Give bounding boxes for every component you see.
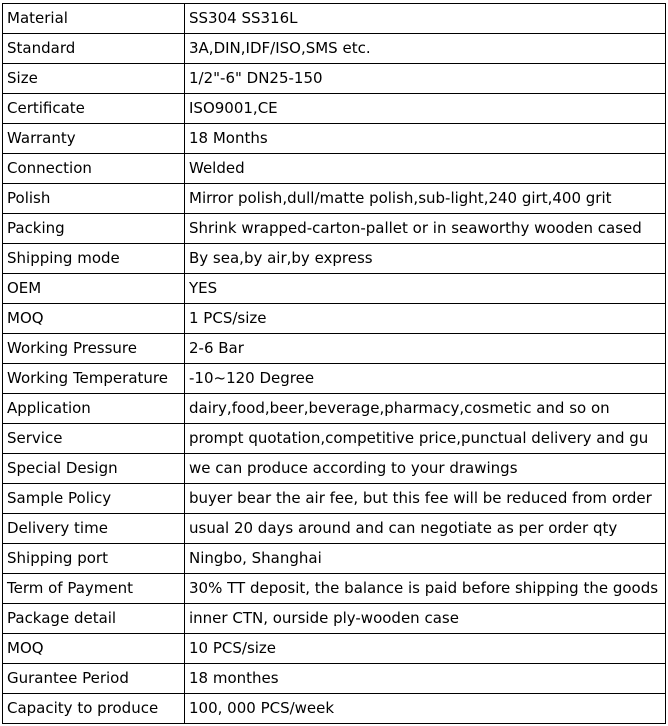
row-label: Material: [3, 4, 185, 34]
row-value: dairy,food,beer,beverage,pharmacy,cosmetic and so on: [185, 394, 666, 424]
row-value: 30% TT deposit, the balance is paid before shipping the goods: [185, 574, 666, 604]
row-value: we can produce according to your drawings: [185, 454, 666, 484]
table-row: [3, 394, 666, 424]
row-label: Special Design: [3, 454, 185, 484]
row-value: 2-6 Bar: [185, 334, 666, 364]
row-value: 1 PCS/size: [185, 304, 666, 334]
row-label: Shipping port: [3, 544, 185, 574]
row-value: inner CTN, ourside ply-wooden case: [185, 604, 666, 634]
row-label: Certificate: [3, 94, 185, 124]
row-value: Ningbo, Shanghai: [185, 544, 666, 574]
row-label: Working Temperature: [3, 364, 185, 394]
row-value: 1/2"-6" DN25-150: [185, 64, 666, 94]
table-row: [3, 184, 666, 214]
row-value: YES: [185, 274, 666, 304]
table-row: [3, 664, 666, 694]
table-row: [3, 454, 666, 484]
row-label: Application: [3, 394, 185, 424]
row-value: prompt quotation,competitive price,punctual delivery and gu: [185, 424, 666, 454]
row-value: 3A,DIN,IDF/ISO,SMS etc.: [185, 34, 666, 64]
table-row: [3, 4, 666, 34]
table-row: [3, 364, 666, 394]
row-label: Standard: [3, 34, 185, 64]
table-row: [3, 574, 666, 604]
row-label: Package detail: [3, 604, 185, 634]
table-row: [3, 604, 666, 634]
row-value: usual 20 days around and can negotiate as per order qty: [185, 514, 666, 544]
table-row: [3, 154, 666, 184]
row-value: ISO9001,CE: [185, 94, 666, 124]
table-row: [3, 94, 666, 124]
row-label: Packing: [3, 214, 185, 244]
row-label: Connection: [3, 154, 185, 184]
row-label: Shipping mode: [3, 244, 185, 274]
row-label: Sample Policy: [3, 484, 185, 514]
table-row: [3, 34, 666, 64]
row-label: MOQ: [3, 304, 185, 334]
row-label: Service: [3, 424, 185, 454]
row-label: Term of Payment: [3, 574, 185, 604]
row-value: buyer bear the air fee, but this fee will be reduced from order: [185, 484, 666, 514]
table-row: [3, 634, 666, 664]
row-label: Gurantee Period: [3, 664, 185, 694]
row-label: MOQ: [3, 634, 185, 664]
table-row: [3, 214, 666, 244]
table-row: [3, 274, 666, 304]
row-value: 100, 000 PCS/week: [185, 694, 666, 724]
table-row: [3, 64, 666, 94]
row-value: SS304 SS316L: [185, 4, 666, 34]
row-label: Size: [3, 64, 185, 94]
row-label: OEM: [3, 274, 185, 304]
table-row: [3, 694, 666, 724]
spec-table: [2, 3, 666, 724]
row-value: 18 monthes: [185, 664, 666, 694]
row-value: Mirror polish,dull/matte polish,sub-light,240 girt,400 grit: [185, 184, 666, 214]
row-value: 10 PCS/size: [185, 634, 666, 664]
table-row: [3, 124, 666, 154]
row-label: Polish: [3, 184, 185, 214]
table-row: [3, 544, 666, 574]
table-row: [3, 304, 666, 334]
table-row: [3, 514, 666, 544]
row-label: Capacity to produce: [3, 694, 185, 724]
table-row: [3, 424, 666, 454]
row-label: Delivery time: [3, 514, 185, 544]
table-row: [3, 334, 666, 364]
row-label: Warranty: [3, 124, 185, 154]
row-value: Welded: [185, 154, 666, 184]
row-value: Shrink wrapped-carton-pallet or in seaworthy wooden cased: [185, 214, 666, 244]
row-value: -10~120 Degree: [185, 364, 666, 394]
table-row: [3, 484, 666, 514]
row-value: 18 Months: [185, 124, 666, 154]
row-value: By sea,by air,by express: [185, 244, 666, 274]
row-label: Working Pressure: [3, 334, 185, 364]
table-row: [3, 244, 666, 274]
